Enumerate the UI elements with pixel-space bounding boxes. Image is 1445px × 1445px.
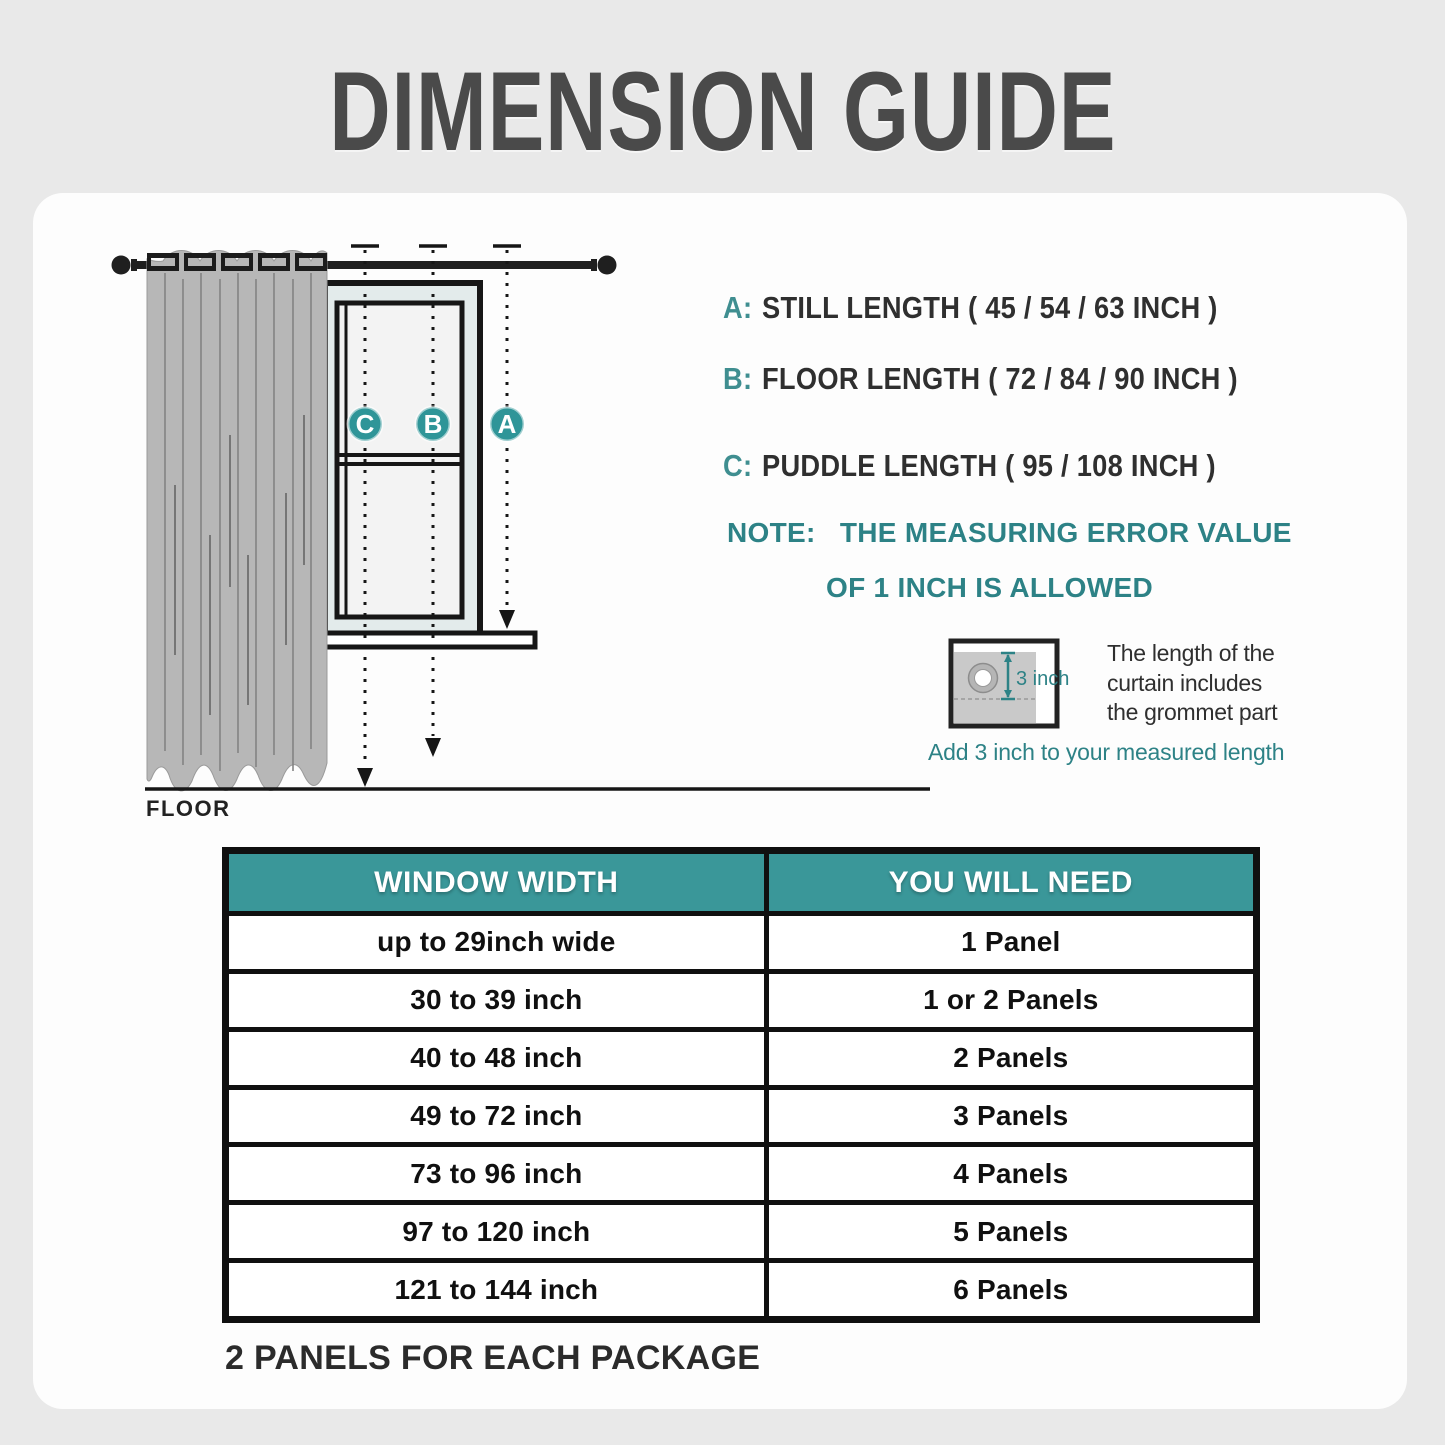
window-width-cell: 73 to 96 inch [229, 1147, 769, 1200]
table-row [229, 969, 1253, 1027]
panel-count-table [222, 847, 1260, 1323]
panels-needed-cell: 5 Panels [953, 1215, 1069, 1247]
spec-key-b: B: [723, 361, 753, 396]
panels-needed-cell: 3 Panels [953, 1100, 1069, 1131]
grommet-hole [975, 670, 992, 687]
panels-needed-cell: 1 or 2 Panels [923, 984, 1099, 1016]
floor-label: FLOOR [146, 796, 231, 821]
page-title: DIMENSION GUIDE [328, 49, 1117, 174]
curtain-panel [147, 251, 327, 791]
arrowhead-b [425, 738, 441, 757]
length-markers [348, 407, 524, 441]
grommet-description [1107, 639, 1277, 728]
curtain-fabric [147, 251, 327, 791]
window-inner-frame [337, 303, 462, 617]
panels-needed-cell: 2 Panels [953, 1042, 1069, 1074]
table-header-row [229, 854, 1253, 911]
grommet-desc-line-2: curtain includes [1107, 669, 1263, 696]
spec-key-a: A: [723, 290, 753, 325]
window [323, 283, 535, 647]
panels-needed-cell: 1 Panel [961, 926, 1061, 958]
spec-line-b [723, 361, 1238, 397]
spec-text-c: PUDDLE LENGTH ( 95 / 108 INCH ) [761, 448, 1216, 483]
spec-line-a [723, 290, 1218, 326]
grommet-desc-line-1: The length of the [1107, 640, 1275, 666]
spec-key-c: C: [723, 448, 753, 483]
arrowhead-c [357, 768, 373, 787]
marker-letter-a: A [497, 409, 517, 439]
table-row [229, 1258, 1253, 1316]
window-width-cell: 121 to 144 inch [229, 1263, 769, 1316]
table-row [229, 1085, 1253, 1143]
arrowhead-a [499, 610, 515, 629]
rod-collar-right [591, 259, 597, 271]
grommet-tip: Add 3 inch to your measured length [928, 739, 1285, 765]
window-sill [323, 633, 535, 647]
panels-needed-cell: 6 Panels [953, 1273, 1069, 1305]
table-row [229, 1142, 1253, 1200]
spec-text-b: FLOOR LENGTH ( 72 / 84 / 90 INCH ) [761, 361, 1238, 396]
window-width-cell: 49 to 72 inch [229, 1090, 769, 1143]
marker-letter-b: B [423, 409, 443, 439]
table-row [229, 1200, 1253, 1258]
window-width-cell: up to 29inch wide [229, 916, 769, 969]
window-width-cell: 40 to 48 inch [229, 1032, 769, 1085]
window-width-cell: 97 to 120 inch [229, 1205, 769, 1258]
content-card [33, 193, 1407, 1409]
grommet-measure-label: 3 inch [1016, 668, 1070, 690]
spec-line-c [723, 448, 1216, 484]
note-line-2: OF 1 INCH IS ALLOWED [826, 572, 1153, 603]
marker-letter-c: C [355, 409, 375, 439]
rod-collar-left [131, 259, 137, 271]
package-note: 2 PANELS FOR EACH PACKAGE [225, 1339, 761, 1377]
grommet-illustration [940, 630, 1100, 735]
rod-finial-right [598, 256, 617, 275]
table-row [229, 911, 1253, 969]
grommet-desc-line-3: the grommet part [1107, 699, 1278, 725]
spec-text-a: STILL LENGTH ( 45 / 54 / 63 INCH ) [761, 290, 1218, 325]
table-header-window-width: WINDOW WIDTH [229, 854, 769, 911]
note-line-1: NOTE: THE MEASURING ERROR VALUE [727, 517, 1292, 548]
panels-needed-cell: 4 Panels [953, 1157, 1069, 1189]
table-header-you-will-need: YOU WILL NEED [769, 854, 1253, 911]
rod-finial-left [112, 256, 131, 275]
page-title-wrap [0, 50, 1445, 173]
window-width-cell: 30 to 39 inch [229, 974, 769, 1027]
table-row [229, 1027, 1253, 1085]
